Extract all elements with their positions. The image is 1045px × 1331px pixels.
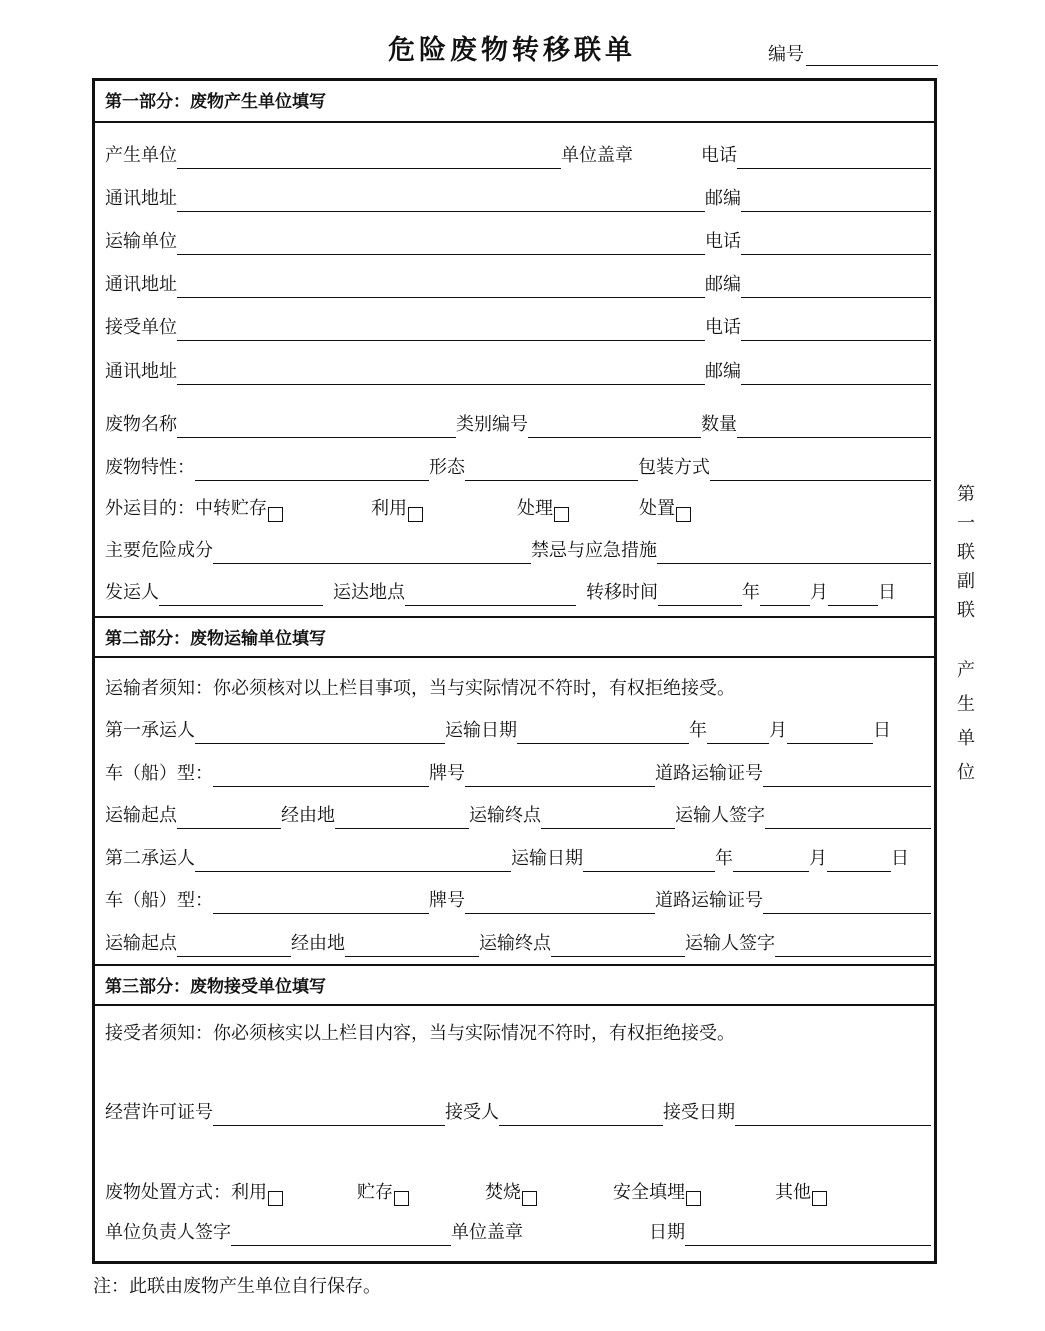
carrier2-via-field[interactable] xyxy=(345,936,479,957)
carrier1-row xyxy=(105,718,931,744)
opt-transfer-storage-label: 中转贮存 xyxy=(195,498,267,519)
carrier2-vehicle-row xyxy=(105,888,931,914)
destination-label: 运达地点 xyxy=(333,582,405,603)
transporter-row xyxy=(105,229,931,255)
receiver-field[interactable] xyxy=(177,320,705,341)
carrier1-via-label: 经由地 xyxy=(281,805,335,826)
category-code-label: 类别编号 xyxy=(456,414,528,435)
carrier1-vehicle-label: 车（船）型： xyxy=(105,763,213,784)
carrier2-day-field[interactable] xyxy=(827,851,891,872)
carrier1-plate-field[interactable] xyxy=(465,766,655,787)
transfer-time-label: 转移时间 xyxy=(586,582,658,603)
producer-phone-label: 电话 xyxy=(701,145,737,166)
carrier1-permit-field[interactable] xyxy=(763,766,931,787)
carrier1-year-field[interactable] xyxy=(517,723,689,744)
form-label: 形态 xyxy=(429,457,465,478)
transfer-form xyxy=(92,78,937,1264)
opt-dispose-label: 处置 xyxy=(639,498,675,519)
seal-label-part3: 单位盖章 xyxy=(451,1222,523,1243)
disposal-use-checkbox[interactable] xyxy=(268,1191,283,1206)
month-label: 月 xyxy=(810,582,828,603)
transporter-address-field[interactable] xyxy=(177,277,705,298)
receiver-postcode-label: 邮编 xyxy=(705,361,741,382)
destination-field[interactable] xyxy=(405,585,576,606)
year-label: 年 xyxy=(742,582,760,603)
serial-number xyxy=(768,40,938,66)
carrier2-end-label: 运输终点 xyxy=(479,933,551,954)
packaging-label: 包装方式 xyxy=(638,457,710,478)
transporter-phone-field[interactable] xyxy=(741,234,931,255)
producer-address-row xyxy=(105,186,931,212)
disposal-row xyxy=(105,1180,931,1206)
receiver-phone-label: 电话 xyxy=(705,317,741,338)
receiver-phone-field[interactable] xyxy=(741,320,931,341)
transporter-postcode-label: 邮编 xyxy=(705,274,741,295)
day-label: 日 xyxy=(878,582,896,603)
license-field[interactable] xyxy=(213,1105,445,1126)
carrier2-row xyxy=(105,846,931,872)
carrier1-year-label: 年 xyxy=(689,720,707,741)
carrier1-start-field[interactable] xyxy=(177,808,281,829)
carrier1-day-label: 日 xyxy=(873,720,891,741)
receiver-person-label: 接受人 xyxy=(445,1102,499,1123)
carrier2-month-field[interactable] xyxy=(733,851,809,872)
purpose-label: 外运目的： xyxy=(105,498,195,519)
carrier1-end-label: 运输终点 xyxy=(469,805,541,826)
side-char: 第 xyxy=(957,484,975,505)
waste-property-row xyxy=(105,455,931,481)
part1-heading: 第一部分：废物产生单位填写 xyxy=(95,81,934,123)
quantity-label: 数量 xyxy=(701,414,737,435)
carrier2-plate-field[interactable] xyxy=(465,893,655,914)
side-char: 位 xyxy=(957,762,975,783)
carrier2-end-field[interactable] xyxy=(551,936,685,957)
disposal-landfill-checkbox[interactable] xyxy=(686,1191,701,1206)
carrier2-start-label: 运输起点 xyxy=(105,933,177,954)
receive-notice-text: 接受者须知：你必须核实以上栏目内容，当与实际情况不符时，有权拒绝接受。 xyxy=(105,1023,735,1044)
form-title: 危险废物转移联单 xyxy=(388,35,636,66)
transport-notice xyxy=(105,676,931,702)
serial-field[interactable] xyxy=(806,47,938,66)
carrier1-signer-field[interactable] xyxy=(765,808,931,829)
side-char: 产 xyxy=(957,660,975,681)
producer-address-field[interactable] xyxy=(177,191,705,212)
treat-checkbox[interactable] xyxy=(554,507,569,522)
side-char: 一 xyxy=(957,513,975,534)
carrier1-month-label: 月 xyxy=(769,720,787,741)
carrier1-vehicle-field[interactable] xyxy=(213,766,429,787)
transporter-postcode-field[interactable] xyxy=(741,277,931,298)
carrier2-field[interactable] xyxy=(195,851,511,872)
disposal-storage-checkbox[interactable] xyxy=(394,1191,409,1206)
use-checkbox[interactable] xyxy=(408,507,423,522)
carrier2-vehicle-label: 车（船）型： xyxy=(105,890,213,911)
carrier1-vehicle-row xyxy=(105,761,931,787)
side-copy-label xyxy=(954,480,978,625)
transfer-day-field[interactable] xyxy=(828,585,878,606)
receiver-address-label: 通讯地址 xyxy=(105,361,177,382)
producer-address-label: 通讯地址 xyxy=(105,188,177,209)
dispose-checkbox[interactable] xyxy=(676,507,691,522)
carrier2-signer-field[interactable] xyxy=(775,936,931,957)
quantity-field[interactable] xyxy=(737,417,931,438)
carrier1-end-field[interactable] xyxy=(541,808,675,829)
main-hazard-field[interactable] xyxy=(213,543,531,564)
transfer-month-field[interactable] xyxy=(760,585,810,606)
taboo-emergency-label: 禁忌与应急措施 xyxy=(531,540,657,561)
carrier2-vehicle-field[interactable] xyxy=(213,893,429,914)
producer-label: 产生单位 xyxy=(105,145,177,166)
head-sign-field[interactable] xyxy=(231,1225,451,1246)
disposal-incinerate-label: 焚烧 xyxy=(485,1182,521,1203)
producer-postcode-field[interactable] xyxy=(741,191,931,212)
transporter-address-label: 通讯地址 xyxy=(105,274,177,295)
carrier2-signer-label: 运输人签字 xyxy=(685,933,775,954)
transporter-phone-label: 电话 xyxy=(705,231,741,252)
carrier2-via-label: 经由地 xyxy=(291,933,345,954)
carrier2-date-label: 运输日期 xyxy=(511,848,583,869)
receiver-row xyxy=(105,315,931,341)
carrier1-day-field[interactable] xyxy=(787,723,873,744)
side-char: 单 xyxy=(957,728,975,749)
side-unit-label xyxy=(954,656,978,792)
producer-field[interactable] xyxy=(177,148,561,169)
transport-notice-text: 运输者须知：你必须核对以上栏目事项，当与实际情况不符时，有权拒绝接受。 xyxy=(105,678,735,699)
receiver-address-field[interactable] xyxy=(177,364,705,385)
transfer-year-field[interactable] xyxy=(658,585,742,606)
serial-label: 编号 xyxy=(768,44,804,65)
receiver-person-field[interactable] xyxy=(499,1105,663,1126)
main-hazard-row xyxy=(105,538,931,564)
waste-name-label: 废物名称 xyxy=(105,414,177,435)
producer-row xyxy=(105,143,931,169)
form-field[interactable] xyxy=(465,460,638,481)
receive-date-field[interactable] xyxy=(735,1105,931,1126)
date-field[interactable] xyxy=(685,1225,931,1246)
purpose-row xyxy=(105,496,931,522)
opt-use-label: 利用 xyxy=(371,498,407,519)
head-sign-row xyxy=(105,1220,931,1246)
transfer-storage-checkbox[interactable] xyxy=(268,507,283,522)
opt-treat-label: 处理 xyxy=(517,498,553,519)
disposal-incinerate-checkbox[interactable] xyxy=(522,1191,537,1206)
carrier2-permit-label: 道路运输证号 xyxy=(655,890,763,911)
category-code-field[interactable] xyxy=(528,417,701,438)
carrier2-start-field[interactable] xyxy=(177,936,291,957)
producer-postcode-label: 邮编 xyxy=(705,188,741,209)
receiver-postcode-field[interactable] xyxy=(741,364,931,385)
carrier2-year-field[interactable] xyxy=(583,851,715,872)
main-hazard-label: 主要危险成分 xyxy=(105,540,213,561)
transporter-label: 运输单位 xyxy=(105,231,177,252)
receiver-label: 接受单位 xyxy=(105,317,177,338)
license-label: 经营许可证号 xyxy=(105,1102,213,1123)
packaging-field[interactable] xyxy=(710,460,931,481)
carrier1-plate-label: 牌号 xyxy=(429,763,465,784)
disposal-other-checkbox[interactable] xyxy=(812,1191,827,1206)
license-row xyxy=(105,1100,931,1126)
disposal-landfill-label: 安全填埋 xyxy=(613,1182,685,1203)
shipper-field[interactable] xyxy=(159,585,323,606)
carrier1-date-label: 运输日期 xyxy=(445,720,517,741)
waste-name-field[interactable] xyxy=(177,417,456,438)
carrier2-year-label: 年 xyxy=(715,848,733,869)
head-sign-label: 单位负责人签字 xyxy=(105,1222,231,1243)
disposal-storage-label: 贮存 xyxy=(357,1182,393,1203)
taboo-emergency-field[interactable] xyxy=(657,543,931,564)
waste-property-field[interactable] xyxy=(195,460,429,481)
side-char: 联 xyxy=(957,542,975,563)
seal-label: 单位盖章 xyxy=(561,145,633,166)
transporter-field[interactable] xyxy=(177,234,705,255)
carrier1-permit-label: 道路运输证号 xyxy=(655,763,763,784)
disposal-use-label: 利用 xyxy=(231,1182,267,1203)
carrier1-route-row xyxy=(105,803,931,829)
carrier1-via-field[interactable] xyxy=(335,808,469,829)
date-label: 日期 xyxy=(649,1222,685,1243)
part3-heading: 第三部分：废物接受单位填写 xyxy=(95,964,934,1006)
carrier2-month-label: 月 xyxy=(809,848,827,869)
disposal-method-label: 废物处置方式： xyxy=(105,1182,231,1203)
carrier2-day-label: 日 xyxy=(891,848,909,869)
waste-property-label: 废物特性： xyxy=(105,457,195,478)
part2-heading: 第二部分：废物运输单位填写 xyxy=(95,616,934,658)
carrier1-start-label: 运输起点 xyxy=(105,805,177,826)
side-char: 联 xyxy=(957,600,975,621)
disposal-other-label: 其他 xyxy=(775,1182,811,1203)
carrier2-plate-label: 牌号 xyxy=(429,890,465,911)
carrier2-route-row xyxy=(105,931,931,957)
carrier2-label: 第二承运人 xyxy=(105,848,195,869)
producer-phone-field[interactable] xyxy=(737,148,931,169)
shipper-label: 发运人 xyxy=(105,582,159,603)
shipper-row xyxy=(105,580,931,606)
transporter-address-row xyxy=(105,272,931,298)
carrier2-permit-field[interactable] xyxy=(763,893,931,914)
waste-name-row xyxy=(105,412,931,438)
side-char: 生 xyxy=(957,694,975,715)
side-char: 副 xyxy=(957,571,975,592)
carrier1-month-field[interactable] xyxy=(707,723,769,744)
receiver-address-row xyxy=(105,359,931,385)
receive-notice xyxy=(105,1021,931,1047)
carrier1-label: 第一承运人 xyxy=(105,720,195,741)
footnote: 注：此联由废物产生单位自行保存。 xyxy=(93,1276,381,1297)
carrier1-field[interactable] xyxy=(195,723,445,744)
receive-date-label: 接受日期 xyxy=(663,1102,735,1123)
carrier1-signer-label: 运输人签字 xyxy=(675,805,765,826)
